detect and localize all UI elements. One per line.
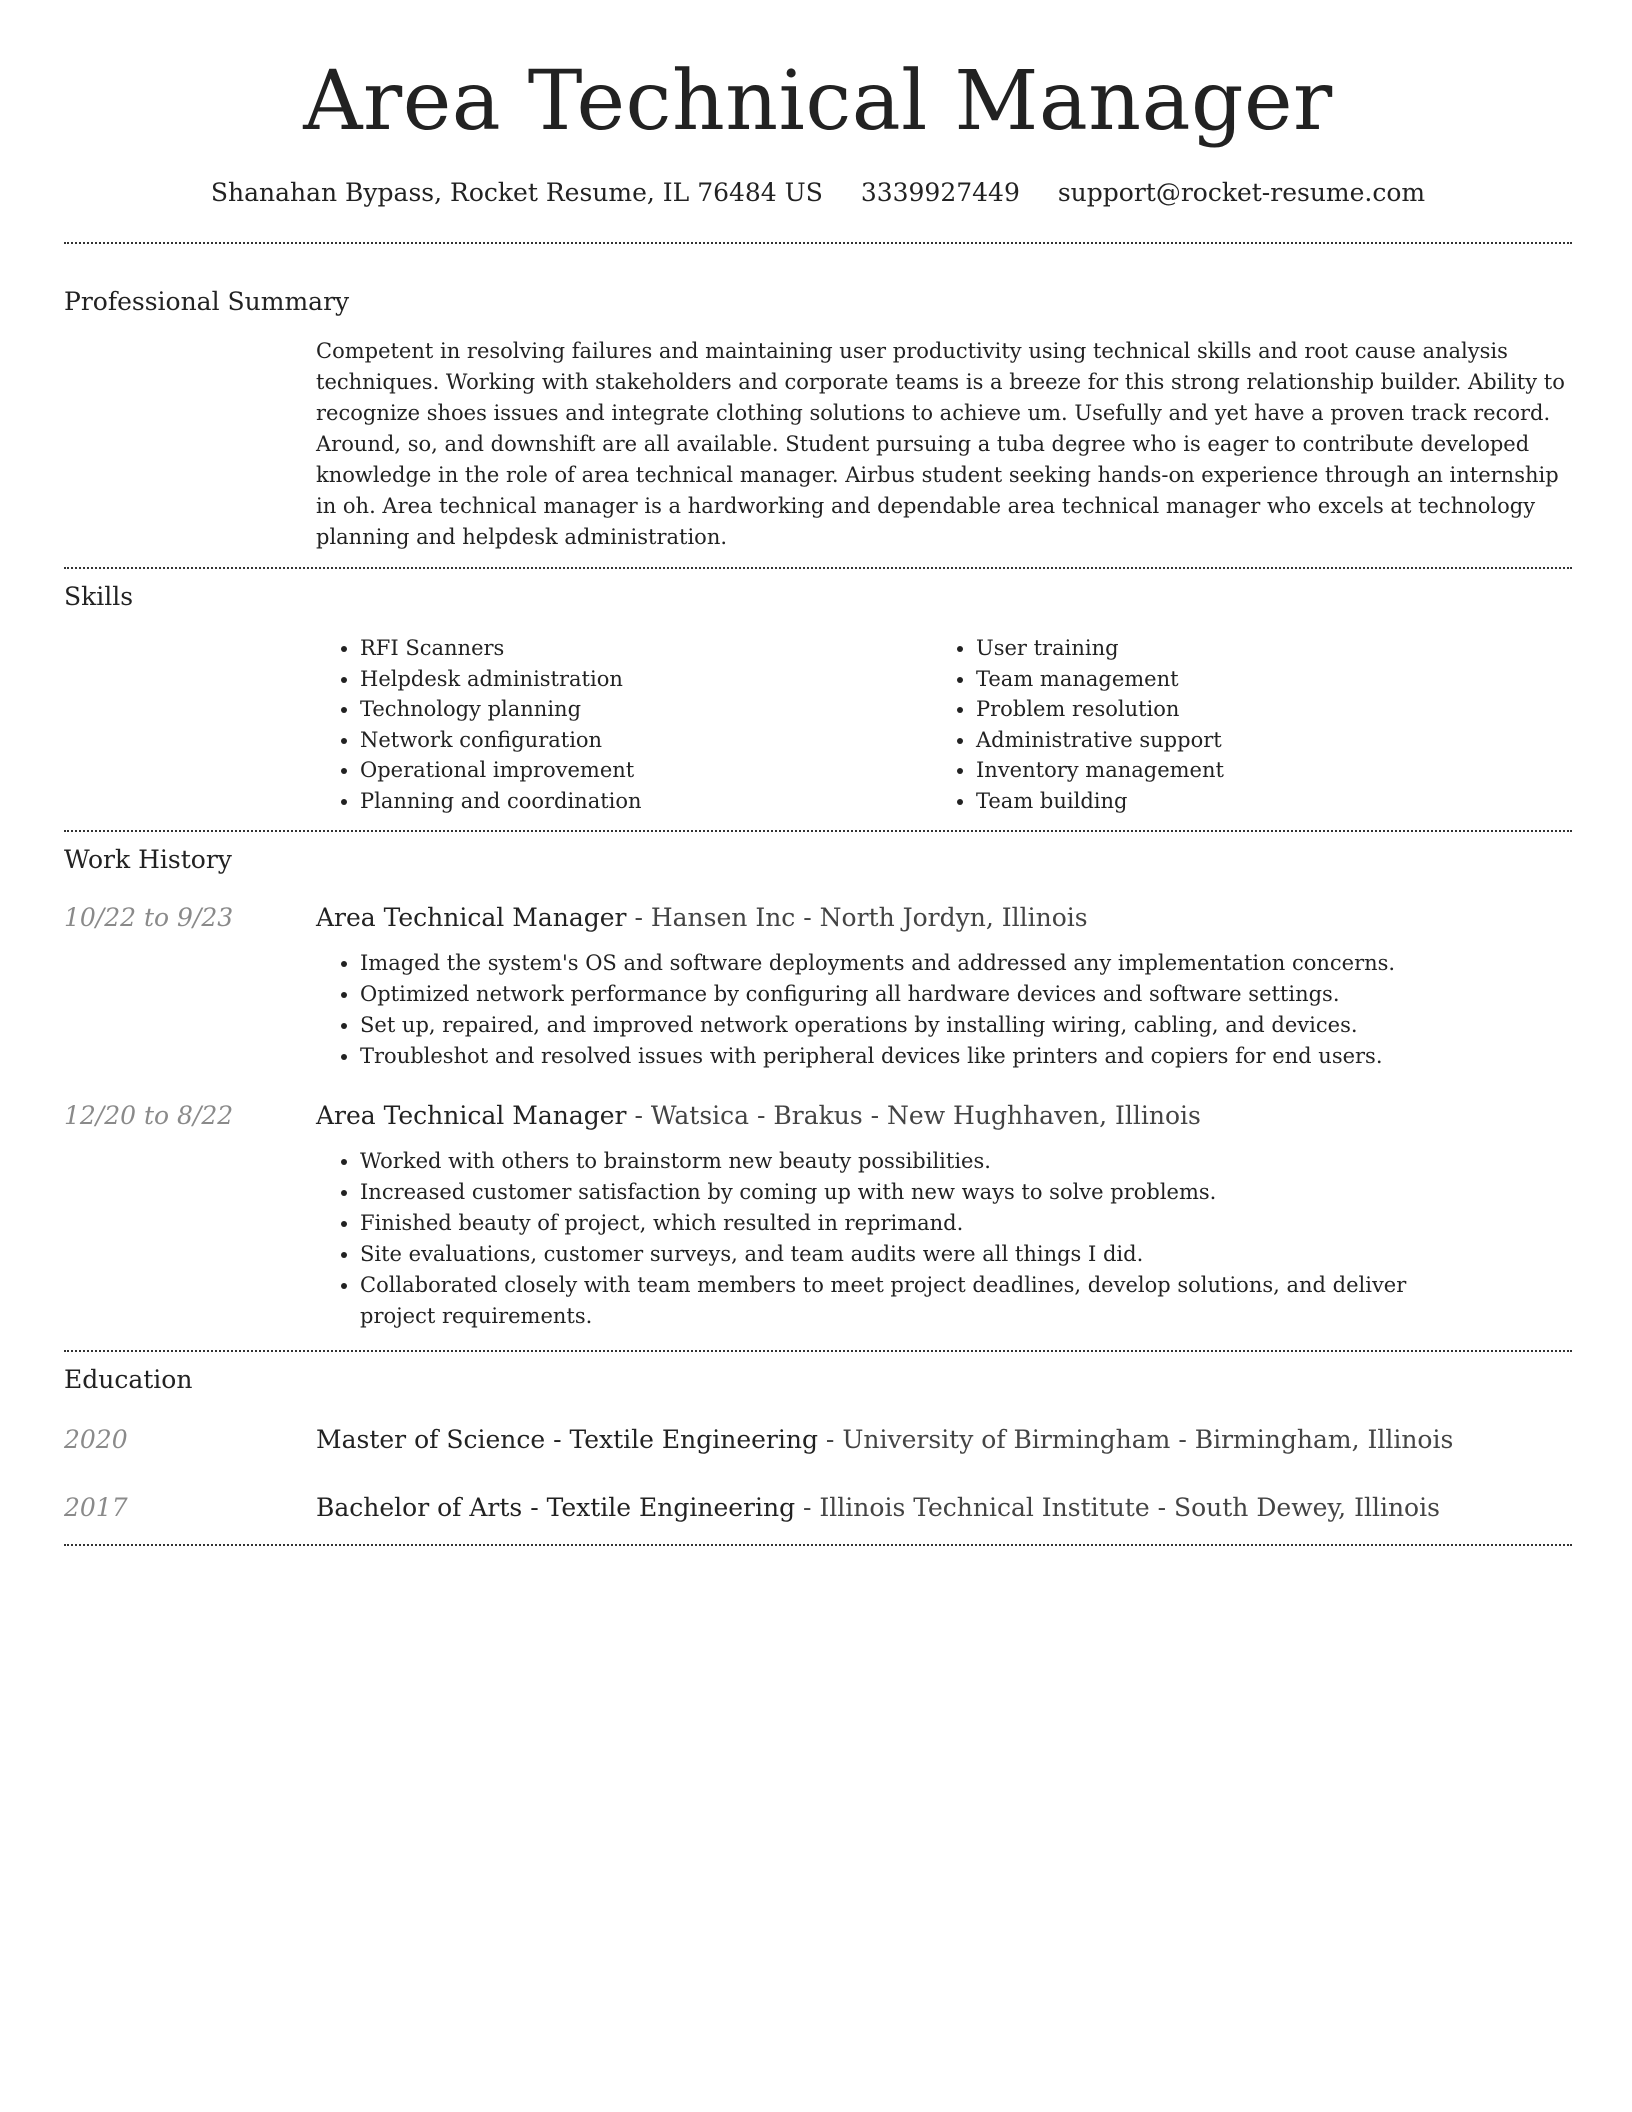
job-bullets bbox=[316, 1146, 1480, 1332]
job-dates: 10/22 to 9/23 bbox=[64, 903, 234, 932]
job-dates: 12/20 to 8/22 bbox=[64, 1101, 234, 1130]
summary-section bbox=[64, 244, 1572, 553]
contact-email: support@rocket-resume.com bbox=[1057, 178, 1426, 207]
education-entry bbox=[64, 1492, 1572, 1524]
resume-name: Area Technical Manager bbox=[303, 54, 1333, 149]
education-heading bbox=[316, 1492, 1572, 1524]
section-title-education: Education bbox=[64, 1365, 193, 1394]
section-title-summary: Professional Summary bbox=[64, 287, 350, 316]
job-bullet: • Worked with others to brainstorm new beauty possibilities. bbox=[360, 1146, 1480, 1177]
contact-address: Shanahan Bypass, Rocket Resume, IL 76484 US bbox=[210, 178, 823, 207]
education-year: 2020 bbox=[64, 1425, 128, 1454]
job-entry bbox=[64, 902, 1572, 1072]
skill-item: • Helpdesk administration bbox=[360, 664, 932, 695]
job-title: Area Technical Manager bbox=[316, 1101, 627, 1130]
skill-item: • Problem resolution bbox=[976, 694, 1566, 725]
job-bullet: • Finished beauty of project, which resulted in reprimand. bbox=[360, 1208, 1480, 1239]
job-bullets bbox=[316, 948, 1480, 1072]
job-bullet: • Imaged the system's OS and software deployments and addressed any implementation concerns. bbox=[360, 948, 1480, 979]
education-school: - University of Birmingham - Birmingham, Illinois bbox=[817, 1425, 1454, 1454]
education-entry bbox=[64, 1424, 1572, 1456]
resume-page bbox=[64, 0, 1572, 1546]
divider bbox=[64, 1544, 1572, 1546]
skill-item: • Team management bbox=[976, 664, 1566, 695]
job-employer: - Watsica - Brakus - New Hughhaven, Illinois bbox=[626, 1101, 1201, 1130]
skills-section bbox=[64, 569, 1572, 816]
skill-item: • RFI Scanners bbox=[360, 633, 932, 664]
skill-item: • User training bbox=[976, 633, 1566, 664]
skill-item: • Inventory management bbox=[976, 755, 1566, 786]
job-employer: - Hansen Inc - North Jordyn, Illinois bbox=[626, 903, 1088, 932]
contact-line bbox=[64, 178, 1572, 208]
job-bullet: • Set up, repaired, and improved network operations by installing wiring, cabling, and devices. bbox=[360, 1010, 1480, 1041]
skill-item: • Team building bbox=[976, 786, 1566, 817]
job-bullet: • Site evaluations, customer surveys, and team audits were all things I did. bbox=[360, 1239, 1480, 1270]
skills-list-right bbox=[932, 633, 1566, 816]
job-bullet: • Collaborated closely with team members to meet project deadlines, develop solutions, and deliver project requirements. bbox=[360, 1270, 1480, 1332]
job-bullet: • Increased customer satisfaction by coming up with new ways to solve problems. bbox=[360, 1177, 1480, 1208]
skill-item: • Operational improvement bbox=[360, 755, 932, 786]
skills-list-left bbox=[316, 633, 932, 816]
contact-phone: 3339927449 bbox=[860, 178, 1020, 207]
section-title-skills: Skills bbox=[64, 582, 134, 611]
work-history-section bbox=[64, 832, 1572, 1350]
summary-text: Competent in resolving failures and maintaining user productivity using technical skills and root cause analysis techniques. Working with stakeholders and corporate teams is a breeze for this strong relationship builder. Ability to recognize shoes issues and integrate clothing solutions to achieve um. Usefully and yet have a proven track record. Around, so, and downshift are all available. Student pursuing a tuba degree who is eager to contribute developed knowledge in the role of area technical manager. Airbus student seeking hands-on experience through an internship in oh. Area technical manager is a hardworking and dependable area technical manager who excels at technology planning and helpdesk administration. bbox=[316, 339, 1565, 549]
job-bullet: • Troubleshot and resolved issues with peripheral devices like printers and copiers for end users. bbox=[360, 1041, 1480, 1072]
job-heading bbox=[316, 1100, 1572, 1132]
education-school: - Illinois Technical Institute - South Dewey, Illinois bbox=[795, 1493, 1440, 1522]
skill-item: • Technology planning bbox=[360, 694, 932, 725]
skills-grid bbox=[316, 633, 1572, 816]
section-title-work: Work History bbox=[64, 845, 232, 874]
skill-item: • Planning and coordination bbox=[360, 786, 932, 817]
job-title: Area Technical Manager bbox=[316, 903, 627, 932]
job-entry bbox=[64, 1100, 1572, 1332]
skill-item: • Administrative support bbox=[976, 725, 1566, 756]
skill-item: • Network configuration bbox=[360, 725, 932, 756]
education-heading bbox=[316, 1424, 1572, 1456]
education-degree: Bachelor of Arts - Textile Engineering bbox=[316, 1493, 796, 1522]
job-heading bbox=[316, 902, 1572, 934]
job-bullet: • Optimized network performance by configuring all hardware devices and software settings. bbox=[360, 979, 1480, 1010]
education-degree: Master of Science - Textile Engineering bbox=[316, 1425, 818, 1454]
education-year: 2017 bbox=[64, 1493, 128, 1522]
education-section bbox=[64, 1352, 1572, 1544]
